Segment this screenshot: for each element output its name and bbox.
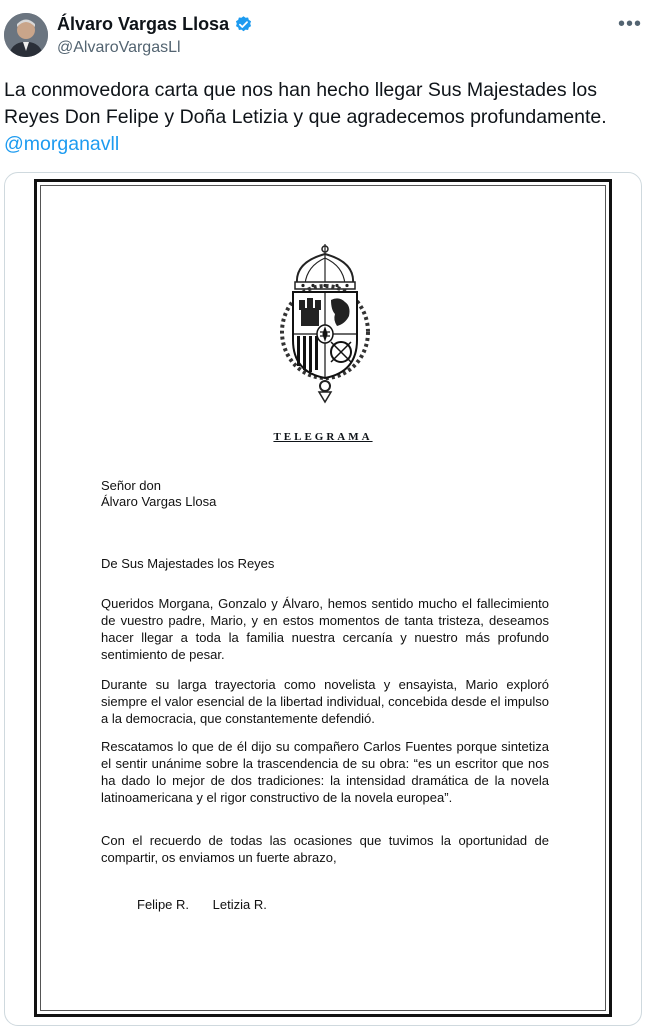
letter-paragraph: Rescatamos lo que de él dijo su compañero Carlos Fuentes porque sintetiza el sentir unánime sobre la trascendencia de su obra: “es un escritor que nos ha dado lo mejor de dos tradiciones: la intensidad dramática de la novela latinoamericana y el rigor constructivo de la novela europea”.: [101, 739, 549, 805]
more-options-icon[interactable]: •••: [617, 13, 642, 35]
tweet-body: La conmovedora carta que nos han hecho llegar Sus Majestades los Reyes Don Felipe y Doña Letizia y que agradecemos profundamente.: [4, 79, 607, 128]
avatar[interactable]: [4, 13, 48, 57]
letter-paragraph: Durante su larga trayectoria como novelista y ensayista, Mario exploró siempre el valor esencial de la libertad individual, concebida desde el impulso a la democracia, que constantemente defendió.: [101, 677, 549, 726]
signature-letizia: Letizia R.: [212, 897, 267, 912]
tweet-text: [4, 77, 654, 158]
signature-felipe: Felipe R.: [137, 897, 190, 912]
verified-badge-icon: [234, 15, 253, 34]
letter-paragraph: Queridos Morgana, Gonzalo y Álvaro, hemos sentido mucho el fallecimiento de vuestro padre, Mario, y en estos momentos de tanta tristeza, deseamos hacer llegar a toda la familia nuestra cercanía y nuestro más profundo sentimiento de pesar.: [101, 596, 549, 662]
avatar-photo: [4, 13, 48, 57]
tweet-image[interactable]: [4, 172, 642, 1026]
letter-paragraph: Con el recuerdo de todas las ocasiones que tuvimos la oportunidad de compartir, os enviamos un fuerte abrazo,: [101, 833, 549, 865]
addressee-line-1: Señor don: [101, 478, 161, 493]
letter-heading: TELEGRAMA: [273, 431, 373, 443]
author-handle[interactable]: @AlvaroVargasLl: [57, 39, 181, 56]
author-name-text: Álvaro Vargas Llosa: [57, 14, 230, 34]
mention-link[interactable]: @morganavll: [4, 133, 120, 155]
author-name[interactable]: [57, 14, 253, 35]
royal-coat-of-arms-icon: [275, 244, 375, 404]
telegram-letter: [34, 179, 612, 1017]
signatures: [137, 896, 267, 913]
from-line: De Sus Majestades los Reyes: [101, 556, 275, 571]
addressee-line-2: Álvaro Vargas Llosa: [101, 494, 217, 509]
